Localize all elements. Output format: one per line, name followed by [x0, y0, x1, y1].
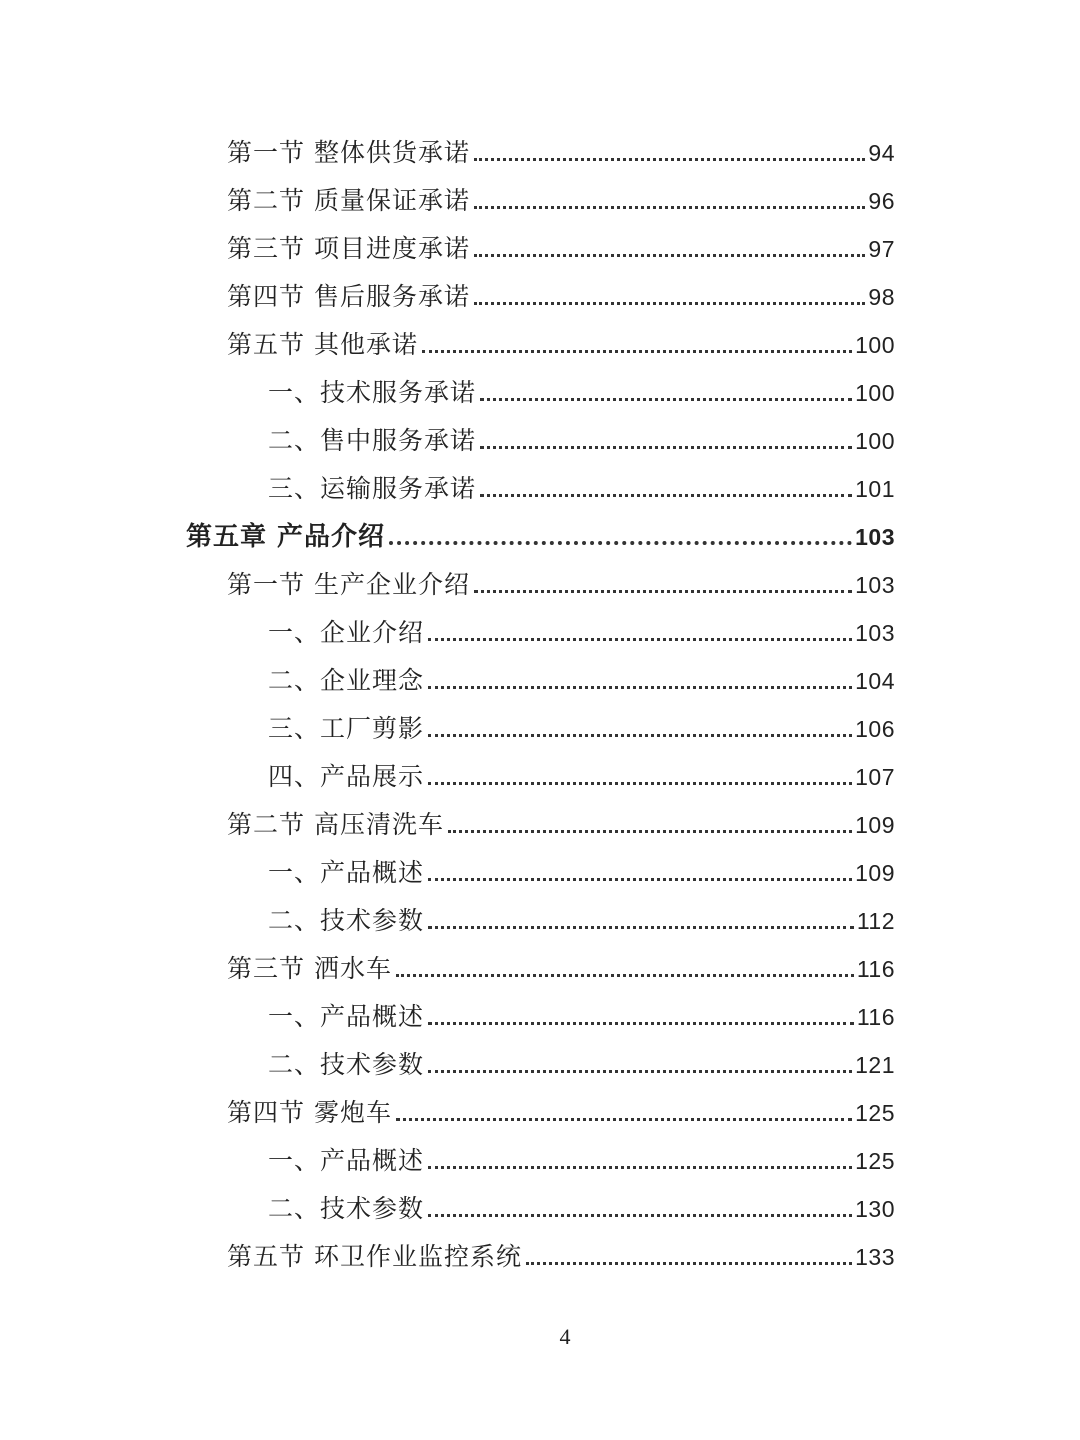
toc-entry-title: 第四节 雾炮车 — [227, 1098, 392, 1127]
toc-entry-page: 96 — [868, 188, 895, 214]
toc-subsection-entry[interactable] — [0, 752, 1080, 800]
toc-section-entry[interactable] — [0, 176, 1080, 224]
toc-entry-page: 104 — [855, 668, 895, 694]
toc-entry-title: 第二节 质量保证承诺 — [227, 186, 470, 215]
toc-entry-title: 一、产品概述 — [268, 1002, 425, 1031]
toc-dot-leader — [526, 1262, 852, 1265]
toc-dot-leader — [448, 830, 852, 833]
toc-dot-leader — [474, 302, 865, 305]
toc-dot-leader — [428, 638, 852, 641]
toc-entry-title: 第三节 洒水车 — [227, 954, 392, 983]
toc-section-entry[interactable] — [0, 224, 1080, 272]
toc-entry-page: 103 — [855, 524, 895, 550]
toc-entry-page: 112 — [856, 908, 895, 934]
toc-entry-page: 103 — [855, 572, 895, 598]
toc-entry-title: 三、运输服务承诺 — [268, 474, 477, 503]
toc-subsection-entry[interactable] — [0, 1136, 1080, 1184]
toc-dot-leader — [428, 734, 852, 737]
toc-entry-page: 106 — [855, 716, 895, 742]
toc-subsection-entry[interactable] — [0, 848, 1080, 896]
toc-entry-page: 125 — [855, 1148, 895, 1174]
toc-entry-title: 一、企业介绍 — [268, 618, 425, 647]
toc-entry-title: 第二节 高压清洗车 — [227, 810, 444, 839]
toc-subsection-entry[interactable] — [0, 704, 1080, 752]
toc-entry-title: 四、产品展示 — [268, 762, 425, 791]
toc-entry-page: 94 — [868, 140, 895, 166]
toc-dot-leader — [428, 1214, 852, 1217]
toc-dot-leader — [396, 974, 854, 977]
toc-section-entry[interactable] — [0, 1232, 1080, 1280]
toc-entry-title: 第五节 环卫作业监控系统 — [227, 1242, 522, 1271]
toc-entry-page: 109 — [855, 812, 895, 838]
toc-entry-title: 一、产品概述 — [268, 1146, 425, 1175]
toc-entry-title: 第四节 售后服务承诺 — [227, 282, 470, 311]
toc-entry-page: 121 — [855, 1052, 895, 1078]
toc-section-entry[interactable] — [0, 1088, 1080, 1136]
toc-entry-page: 107 — [855, 764, 895, 790]
toc-dot-leader — [474, 158, 865, 161]
toc-section-entry[interactable] — [0, 560, 1080, 608]
toc-entry-title: 第一节 生产企业介绍 — [227, 570, 470, 599]
toc-subsection-entry[interactable] — [0, 464, 1080, 512]
toc-entry-page: 98 — [868, 284, 895, 310]
toc-section-entry[interactable] — [0, 128, 1080, 176]
toc-entry-page: 125 — [855, 1100, 895, 1126]
page-number: 4 — [559, 1324, 571, 1349]
toc-dot-leader — [428, 926, 854, 929]
toc-entry-title: 二、技术参数 — [268, 1194, 425, 1223]
toc-entry-title: 第五节 其他承诺 — [227, 330, 418, 359]
toc-entry-page: 100 — [855, 380, 895, 406]
toc-dot-leader — [428, 1070, 852, 1073]
toc-dot-leader — [428, 878, 852, 881]
toc-entry-title: 二、技术参数 — [268, 1050, 425, 1079]
toc-dot-leader — [428, 686, 852, 689]
toc-section-entry[interactable] — [0, 944, 1080, 992]
toc-subsection-entry[interactable] — [0, 1184, 1080, 1232]
toc-entry-page: 133 — [855, 1244, 895, 1270]
toc-entry-page: 130 — [855, 1196, 895, 1222]
toc-subsection-entry[interactable] — [0, 368, 1080, 416]
toc-entry-title: 一、技术服务承诺 — [268, 378, 477, 407]
toc-entry-page: 101 — [855, 476, 895, 502]
toc-dot-leader — [480, 494, 852, 497]
toc-dot-leader — [389, 541, 852, 545]
toc-dot-leader — [474, 206, 865, 209]
toc-entry-page: 97 — [868, 236, 895, 262]
toc-dot-leader — [480, 398, 852, 401]
toc-dot-leader — [428, 1166, 852, 1169]
toc-entry-page: 100 — [855, 332, 895, 358]
toc-subsection-entry[interactable] — [0, 416, 1080, 464]
toc-dot-leader — [396, 1118, 852, 1121]
toc-entry-page: 103 — [855, 620, 895, 646]
toc-subsection-entry[interactable] — [0, 992, 1080, 1040]
table-of-contents — [0, 128, 1080, 1280]
toc-entry-title: 第一节 整体供货承诺 — [227, 138, 470, 167]
toc-entry-page: 109 — [855, 860, 895, 886]
toc-dot-leader — [428, 1022, 854, 1025]
toc-subsection-entry[interactable] — [0, 1040, 1080, 1088]
toc-dot-leader — [474, 254, 865, 257]
toc-entry-page: 116 — [856, 956, 895, 982]
toc-entry-title: 二、售中服务承诺 — [268, 426, 477, 455]
toc-entry-title: 三、工厂剪影 — [268, 714, 425, 743]
toc-entry-title: 一、产品概述 — [268, 858, 425, 887]
toc-dot-leader — [422, 350, 852, 353]
toc-dot-leader — [474, 590, 852, 593]
toc-entry-title: 第三节 项目进度承诺 — [227, 234, 470, 263]
toc-section-entry[interactable] — [0, 800, 1080, 848]
toc-section-entry[interactable] — [0, 272, 1080, 320]
toc-subsection-entry[interactable] — [0, 608, 1080, 656]
toc-dot-leader — [428, 782, 852, 785]
toc-section-entry[interactable] — [0, 320, 1080, 368]
toc-entry-page: 116 — [856, 1004, 895, 1030]
toc-entry-title: 二、企业理念 — [268, 666, 425, 695]
toc-entry-title: 二、技术参数 — [268, 906, 425, 935]
toc-subsection-entry[interactable] — [0, 896, 1080, 944]
toc-subsection-entry[interactable] — [0, 656, 1080, 704]
toc-chapter-entry[interactable] — [0, 512, 1080, 560]
toc-entry-page: 100 — [855, 428, 895, 454]
toc-entry-title: 第五章 产品介绍 — [186, 522, 386, 552]
toc-dot-leader — [480, 446, 852, 449]
